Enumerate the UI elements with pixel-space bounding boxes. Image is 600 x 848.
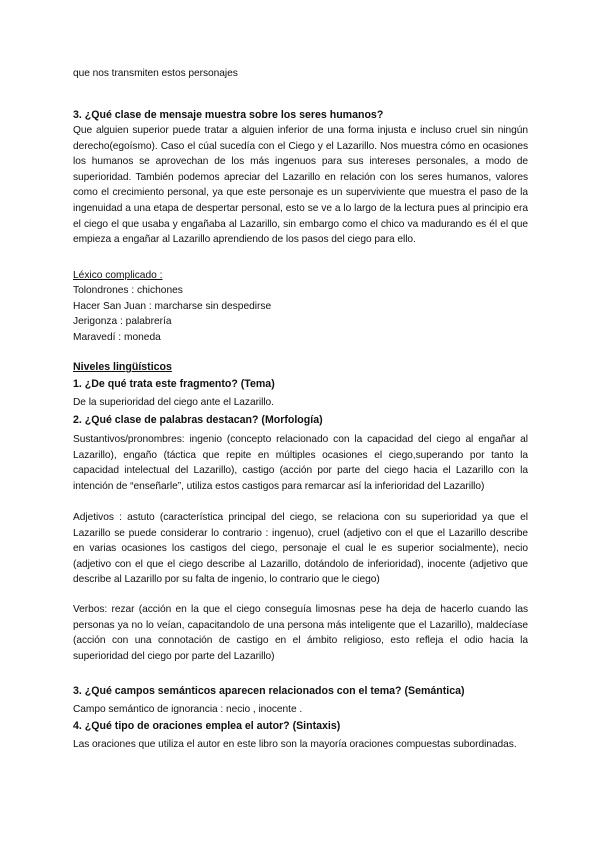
n1-heading: 1. ¿De qué trata este fragmento? (Tema)	[73, 378, 275, 390]
n2-heading: 2. ¿Qué clase de palabras destacan? (Morfología)	[73, 414, 323, 426]
intro-line: que nos transmiten estos personajes	[73, 68, 238, 79]
n2-sustantivos: Sustantivos/pronombres: ingenio (concepto relacionado con la capacidad del ciego al engañar al Lazarillo), engaño (táctica que repite en múltiples ocasiones el ciego,superando por tanto la capacidad intelectual del Lazarillo), castigo (acción por parte del ciego hacia el Lazarillo con la intención de “enseñarle”, utiliza estos castigos para remarcar así la inferioridad del Lazarillo)	[73, 434, 528, 492]
lexico-item: Jerigonza : palabrería	[73, 316, 172, 328]
lexico-item: Maravedí : moneda	[73, 331, 161, 343]
lexico-item: Hacer San Juan : marcharse sin despedirse	[73, 300, 272, 312]
n2-verbos: Verbos: rezar (acción en la que el ciego conseguía limosnas pese ha deja de hacerlo cuando las personas ya no lo veían, capacitandolo de una persona más inteligente que el Lazarillo), maldecíase (acción con una connotación de castigo en el ámbito religioso, esto refleja el odio hacia la superioridad del ciego por parte del Lazarillo)	[73, 604, 528, 662]
n4-heading: 4. ¿Qué tipo de oraciones emplea el autor? (Sintaxis)	[73, 720, 341, 732]
lexico-item: Tolondrones : chichones	[73, 285, 183, 297]
q3-heading: 3. ¿Qué clase de mensaje muestra sobre los seres humanos?	[73, 109, 384, 121]
lexico-title: Léxico complicado :	[73, 270, 163, 281]
n3-heading: 3. ¿Qué campos semánticos aparecen relacionados con el tema? (Semántica)	[73, 685, 465, 697]
n2-adjetivos: Adjetivos : astuto (característica principal del ciego, se relaciona con su superioridad ya que el Lazarillo se puede considerar lo contrario : ingenuo), cruel (adjetivo con el que el Lazarillo describe en varias ocasiones los castigos del ciego, personaje el cual le es superior socialmente), necio (adjetivo con el que el ciego describe al Lazarillo, dotándolo de inferioridad), inocente (adjetivo que describe al Lazarillo por su falta de ingenio, lo contrario que le ciego)	[73, 512, 528, 586]
niveles-title: Niveles lingüísticos	[73, 361, 172, 373]
q3-answer: Que alguien superior puede tratar a alguien inferior de una forma injusta e incluso cruel sin ningún derecho(egoísmo). Caso el cúal sucedía con el Ciego y el Lazarillo. Nos muestra cómo en ocasiones los humanos se aprovechan de los más ingenuos para sus intereses personales, a modo de superioridad. También podemos apreciar del Lazarillo en relación con los seres humanos, valores como el crecimiento personal, ya que este personaje es un superviviente que muestra el paso de la ingenuidad a una etapa de despertar personal, esto se ve a lo largo de la lectura pues al principio era el ciego el que usaba y engañaba al Lazarillo, sin embargo como el chico va madurando es él el que empieza a engañar al Lazarillo aprendiendo de los pasos del ciego para ello.	[73, 125, 528, 246]
n1-answer: De la superioridad del ciego ante el Lazarillo.	[73, 397, 274, 408]
n3-answer: Campo semántico de ignorancia : necio , inocente .	[73, 704, 303, 715]
lexico-section	[73, 268, 528, 345]
n4-answer: Las oraciones que utiliza el autor en este libro son la mayoría oraciones compuestas subordinadas.	[73, 739, 517, 750]
